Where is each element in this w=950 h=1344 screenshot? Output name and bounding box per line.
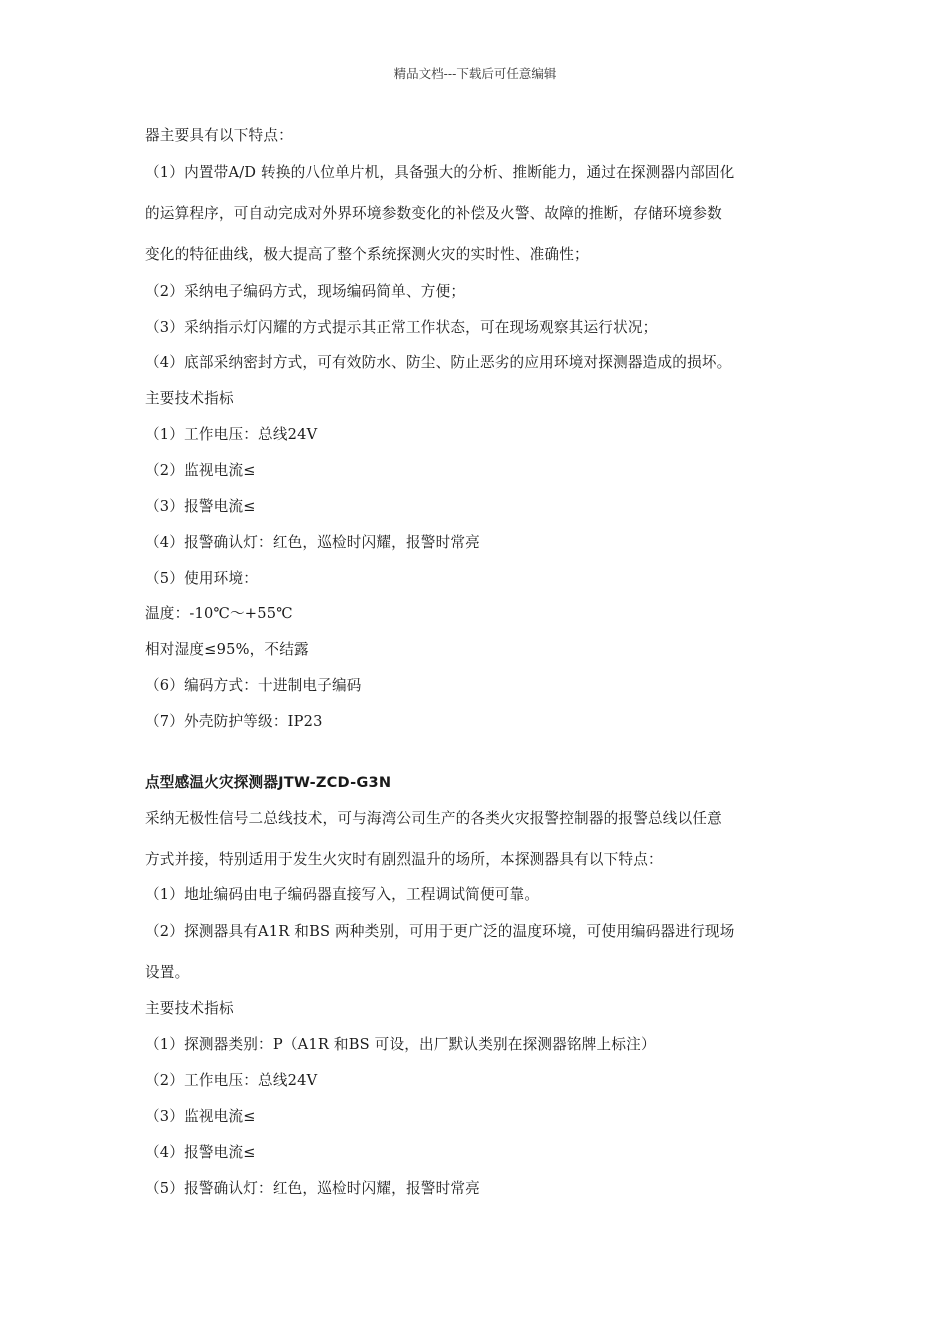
paragraph-line: （1）内置带A/D 转换的八位单片机，具备强大的分析、推断能力，通过在探测器内部固化: [145, 164, 735, 181]
section-label: 主要技术指标: [145, 390, 234, 407]
spec-item: 相对湿度≤95%，不结露: [145, 641, 309, 658]
page-header: 精品文档---下载后可任意编辑: [393, 66, 557, 81]
spec-item: （3）监视电流≤: [145, 1108, 256, 1125]
spec-item: （4）报警确认灯：红色，巡检时闪耀，报警时常亮: [145, 534, 480, 551]
paragraph-line: （2）探测器具有A1R 和BS 两种类别，可用于更广泛的温度环境，可使用编码器进行现场: [145, 923, 735, 940]
spec-item: （4）报警电流≤: [145, 1144, 256, 1161]
spec-item: （2）工作电压：总线24V: [145, 1072, 318, 1089]
spec-item: （7）外壳防护等级：IP23: [145, 713, 323, 730]
paragraph-line: （1）地址编码由电子编码器直接写入，工程调试简便可靠。: [145, 886, 540, 903]
spec-item: 温度：-10℃～+55℃: [145, 605, 293, 622]
spec-item: （3）报警电流≤: [145, 498, 256, 515]
spec-item: （6）编码方式：十进制电子编码: [145, 677, 362, 694]
spec-item: （1）工作电压：总线24V: [145, 426, 318, 443]
section-heading: 点型感温火灾探测器JTW-ZCD-G3N: [145, 774, 392, 791]
paragraph-line: 的运算程序，可自动完成对外界环境参数变化的补偿及火警、故障的推断，存储环境参数: [145, 205, 722, 222]
spec-item: （5）报警确认灯：红色，巡检时闪耀，报警时常亮: [145, 1180, 480, 1197]
paragraph-line: （2）采纳电子编码方式，现场编码简单、方便；: [145, 283, 466, 300]
spec-item: （5）使用环境：: [145, 570, 259, 587]
paragraph-line: 器主要具有以下特点：: [145, 127, 293, 144]
paragraph-line: （3）采纳指示灯闪耀的方式提示其正常工作状态，可在现场观察其运行状况；: [145, 319, 658, 336]
paragraph-line: （4）底部采纳密封方式，可有效防水、防尘、防止恶劣的应用环境对探测器造成的损坏。: [145, 354, 732, 371]
paragraph-line: 方式并接，特别适用于发生火灾时有剧烈温升的场所，本探测器具有以下特点：: [145, 851, 663, 868]
paragraph-line: 设置。: [145, 964, 190, 981]
paragraph-line: 采纳无极性信号二总线技术，可与海湾公司生产的各类火灾报警控制器的报警总线以任意: [145, 810, 722, 827]
spec-item: （1）探测器类别：P（A1R 和BS 可设，出厂默认类别在探测器铭牌上标注）: [145, 1036, 656, 1053]
paragraph-line: 变化的特征曲线，极大提高了整个系统探测火灾的实时性、准确性；: [145, 246, 589, 263]
section-label: 主要技术指标: [145, 1000, 234, 1017]
spec-item: （2）监视电流≤: [145, 462, 256, 479]
